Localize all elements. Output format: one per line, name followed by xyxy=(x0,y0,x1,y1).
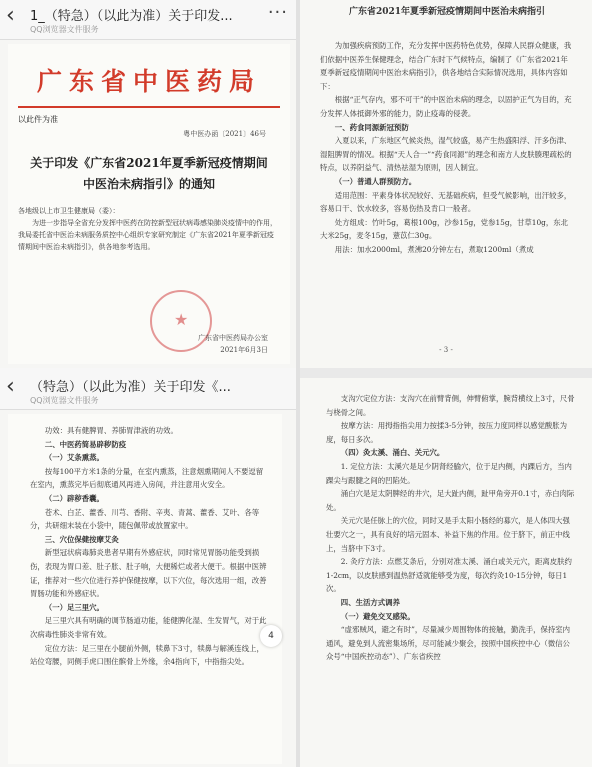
signature-date: 2021年6月3日 xyxy=(220,346,268,354)
more-menu-icon[interactable]: ··· xyxy=(267,2,288,23)
app-bar xyxy=(0,368,296,410)
notice-title-line1: 关于印发《广东省2021年夏季新冠疫情期间 xyxy=(30,156,268,170)
signature: 广东省中医药局办公室 xyxy=(198,334,268,342)
section-heading: 一、药食同源新冠预防 xyxy=(334,122,409,132)
document-page-4 xyxy=(8,414,282,764)
source-label: QQ浏览器文件服务 xyxy=(30,396,99,405)
seal-star-icon: ★ xyxy=(174,310,189,329)
paragraph: 处方组成：竹叶5g，葛根100g，沙参15g，党参15g，甘草10g，东北大米25g，麦冬15g，薏苡仁30g。 xyxy=(320,217,569,241)
paragraph: 定位方法：足三里在小腿前外侧，犊鼻下3寸，犊鼻与解溪连线上，站位弯腰，同侧手虎口围住髌骨上外缘，余4指向下，中指指尖处。 xyxy=(30,643,264,667)
back-arrow-icon[interactable]: ‹ xyxy=(6,374,15,399)
paragraph: 功效：具有健脾胃、养肺胃津液的功效。 xyxy=(44,426,178,435)
paragraph: 支沟穴定位方法：支沟穴在前臂背侧，伸臂俯掌，腕背横纹上3寸，尺骨与桡骨之间。 xyxy=(326,394,575,417)
document-number: 粤中医办函〔2021〕46号 xyxy=(183,130,266,138)
paragraph: 1. 定位方法：太溪穴是足少阴肾经腧穴，位于足内侧，内踝后方，当内踝尖与跟腱之间的凹陷处。 xyxy=(326,461,572,485)
page-number: - 3 - xyxy=(439,346,453,354)
paragraph: “虚邪贼风，避之有时”，尽量减少周围物体的接触，勤洗手，保持室内通风，避免到人流密集场所，尽可能减少聚会，按照中国疾控中心（微信公众号“中国疾控动态”）、广东省疾控 xyxy=(326,625,571,662)
document-page-1 xyxy=(8,44,290,364)
red-divider xyxy=(18,106,280,108)
red-header-banner: 广东省中医药局 xyxy=(36,67,261,96)
document-page-3 xyxy=(300,0,592,368)
page-indicator-bubble[interactable]: 4 xyxy=(260,625,282,647)
document-page-5 xyxy=(300,378,592,767)
paragraph: 新型冠状病毒肺炎患者早期有外感症状，同时常见胃肠功能受到损伤，表现为胃口差、肚子胀、肚子响，大便稀烂或者大便干。根据中医辨证，推荐对一些穴位进行养护保健按摩，以下穴位，每次选用一组，改善胃肠功能和外感症状。 xyxy=(30,548,267,599)
paragraph: 用法：加水2000ml，煮沸20分钟左右，煮取1200ml（煮成 xyxy=(334,244,534,254)
paragraph: 入夏以来，广东地区气候炎热，湿气较盛，易产生热盛阳浮、汗多伤津、湿阻脾胃的情况。根据“天人合一”“药食同源”的理念和南方人皮肤腠理疏松的特点，以养阴益气、清热祛湿为原则，因人制宜。 xyxy=(320,136,572,173)
page-3-text xyxy=(320,39,574,257)
section-heading: （四）灸太溪、涌白、关元穴。 xyxy=(340,448,445,458)
paragraph: 根据“正气存内，邪不可干”的中医治未病的理念，以固护正气为目的，充分发挥人体抵御外邪的能力，防止疫毒的侵袭。 xyxy=(320,95,572,118)
source-label: QQ浏览器文件服务 xyxy=(30,25,99,34)
section-heading: 二、中医药简易辟秽防疫 xyxy=(44,439,127,449)
section-heading: 三、穴位保健按摩艾灸 xyxy=(44,534,119,544)
section-heading: （一）艾条熏蒸。 xyxy=(44,453,104,463)
paragraph: 关元穴是任脉上的穴位，同时又是手太阳小肠经的募穴，是人体四大强壮要穴之一，具有良好的培元固本、补益下焦的作用。位于脐下，前正中线上，当脐中下3寸。 xyxy=(326,516,570,553)
notice-title xyxy=(18,153,280,195)
paragraph: 为加强疾病预防工作，充分发挥中医药特色优势，保障人民群众健康，我们依据中医养生保健理念，结合广东时下气候特点，编制了《广东省2021年夏季新冠疫情期间中医治未病指引》，供各地结合实际情况选用，具体内容如下： xyxy=(320,41,572,91)
paragraph: 苍术、白芷、藿香、川芎、香附、辛夷、青蒿、藿香、艾叶、各等分，共研细末装在小袋中，随包佩带或放置家中。 xyxy=(30,507,260,531)
notice-title-line2: 中医治未病指引》的通知 xyxy=(82,177,215,191)
viewer-screenshot-top xyxy=(0,0,296,368)
section-heading: （一）避免交叉感染。 xyxy=(340,611,415,621)
addressee: 各地级以上市卫生健康局（委）： xyxy=(18,207,120,215)
document-title: 1_（特急）（以此为准）关于印发... xyxy=(30,9,233,24)
paragraph: 2. 灸疗方法：点燃艾条后，分别对准太溪、涌白或关元穴，距离皮肤约1-2cm，以皮肤感到温热舒适就能够受为度，每次约灸10-15分钟，每日1次。 xyxy=(326,557,572,594)
paragraph: 适用范围：平素身体状况较好、无基础疾病，但受气候影响，出汗较多，容易口干、饮水较多，容易伤热及肯口一般者。 xyxy=(320,190,572,214)
section-heading: （一）足三里穴。 xyxy=(44,602,104,612)
viewer-screenshot-bottom xyxy=(0,368,296,767)
page-header: 广东省2021年夏季新冠疫情期间中医治未病指引 xyxy=(348,7,546,17)
section-heading: （二）辟秽香囊。 xyxy=(44,493,104,503)
signature-block xyxy=(198,332,268,356)
document-title: （特急）（以此为准）关于印发《... xyxy=(30,380,231,395)
paragraph: 按摩方法：用拇指指尖用力按揉3-5分钟，按压力度同样以感觉酸胀为度，每日多次。 xyxy=(326,421,568,444)
notice-body xyxy=(18,205,280,253)
section-heading: 四、生活方式调养 xyxy=(340,597,400,607)
paragraph: 按每100平方米1条的分量，在室内熏蒸，注意烟熏期间人不要逗留在室内，熏蒸完毕后彻底通风再进入房间，并注意用火安全。 xyxy=(30,466,264,490)
paragraph: 涌白穴是足太阴脾经的井穴，足大趾内侧，趾甲角旁开0.1寸，赤白肉际处。 xyxy=(326,489,575,512)
notice-paragraph: 为进一步指导全省充分发挥中医药在防控新型冠状病毒感染肺炎疫情中的作用，我局委托省中医治未病服务质控中心组织专家研究制定《广东省2021年夏季新冠疫情期间中医治未病指引》，供各地参考选用。 xyxy=(18,219,277,251)
section-heading: （一）普通人群预防方。 xyxy=(334,176,417,186)
paragraph: 足三里穴具有明确的调节肠道功能，能健脾化湿、生发胃气，对于此次病毒性肺炎非常有效。 xyxy=(30,616,267,639)
back-arrow-icon[interactable]: ‹ xyxy=(6,3,15,28)
app-bar xyxy=(0,0,296,40)
stamp-note: 以此件为准 xyxy=(18,115,58,124)
